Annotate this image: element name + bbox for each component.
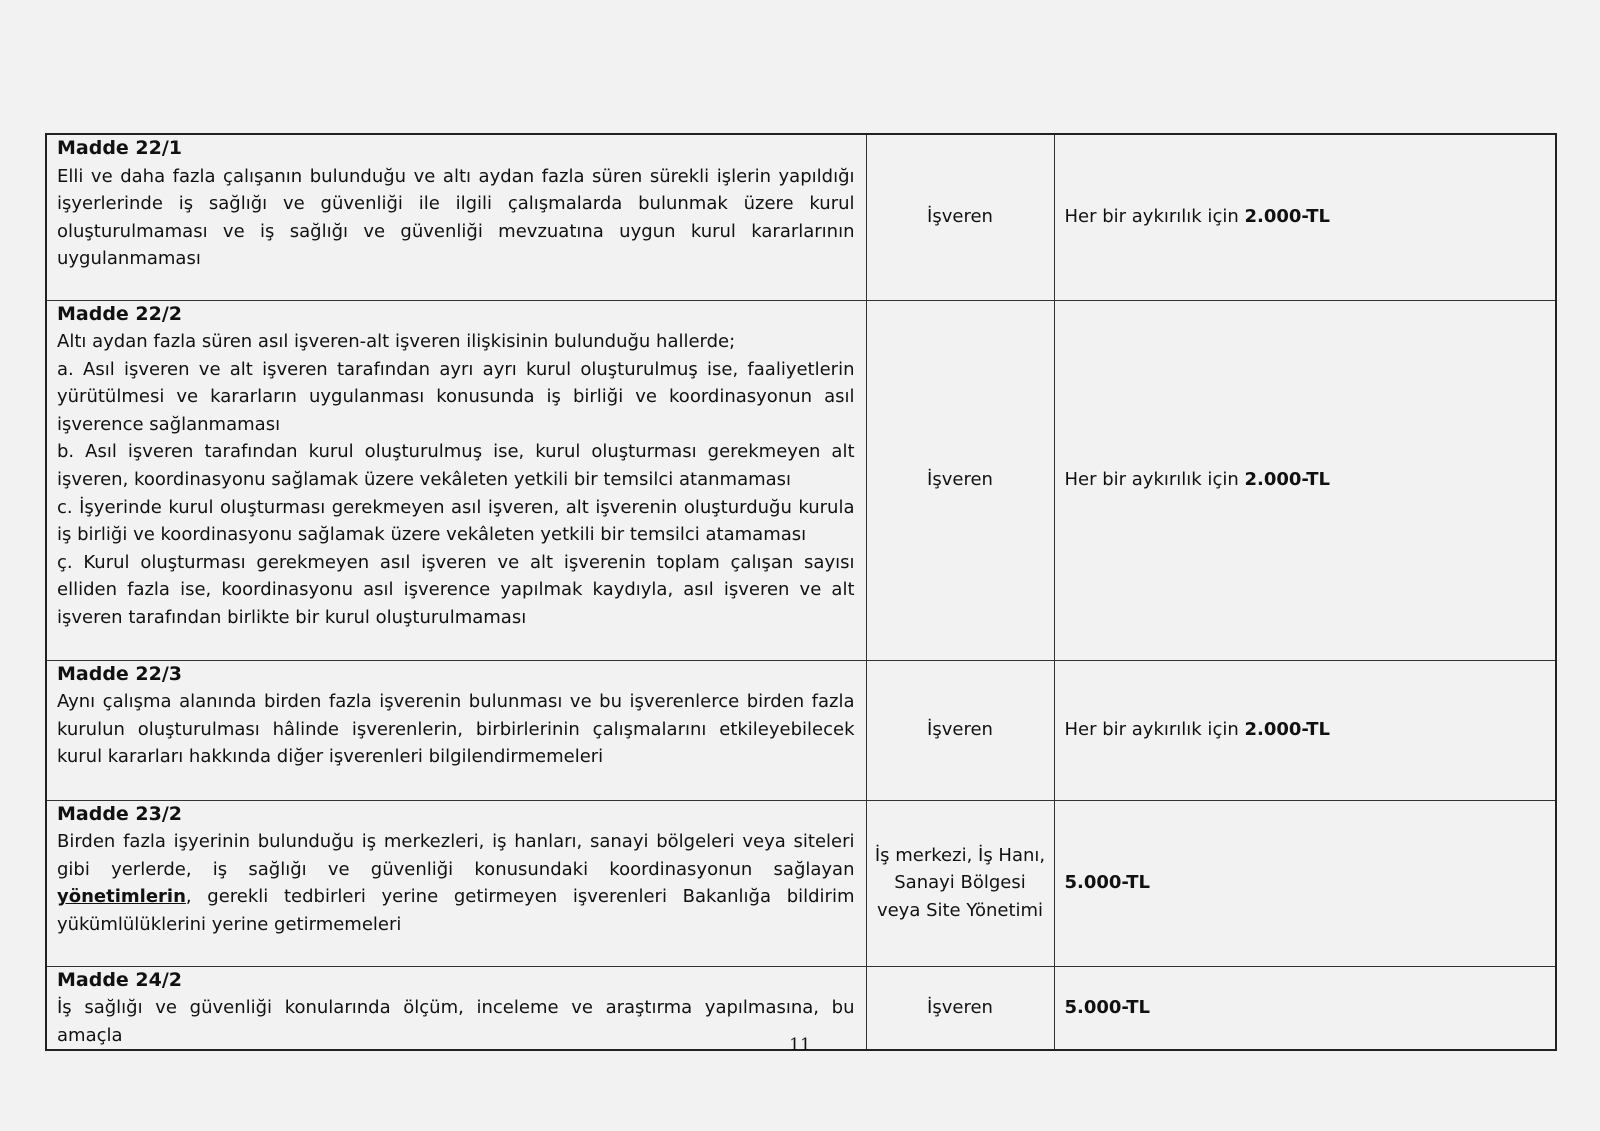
penalty-amount: 2.000-TL: [1244, 469, 1330, 491]
penalty-cell: [1054, 134, 1556, 300]
penalty-amount: 5.000-TL: [1064, 872, 1151, 894]
responsible-party: İşveren: [866, 966, 1054, 1050]
penalty-amount: 5.000-TL: [1064, 997, 1151, 1019]
article-text-emphasis: yönetimlerin: [57, 886, 186, 908]
table-row: [46, 134, 1556, 300]
penalty-amount: 2.000-TL: [1244, 206, 1330, 228]
article-cell: [46, 134, 866, 300]
article-cell: [46, 660, 866, 800]
penalty-cell: [1054, 660, 1556, 800]
penalty-amount: 2.000-TL: [1244, 719, 1330, 741]
article-text: Aynı çalışma alanında birden fazla işverenin bulunması ve bu işverenlerce birden fazla kurulun oluşturulması hâlinde işverenlerin, birbirlerinin çalışmalarını etkileyebilecek kurul kararları hakkında diğer işverenleri bilgilendirmemeleri: [57, 691, 855, 768]
penalty-cell: [1054, 300, 1556, 660]
article-clause-b: b. Asıl işveren tarafından kurul oluşturulmuş ise, kurul oluşturması gerekmeyen alt işveren, koordinasyonu sağlamak üzere vekâleten yetkili bir temsilci atanmaması: [57, 441, 855, 491]
article-number: Madde 22/2: [57, 302, 183, 325]
penalty-prefix: Her bir aykırılık için: [1064, 206, 1245, 228]
penalty-cell: [1054, 800, 1556, 966]
table-row: [46, 660, 1556, 800]
penalty-prefix: Her bir aykırılık için: [1064, 469, 1245, 491]
article-clause-a: a. Asıl işveren ve alt işveren tarafından ayrı ayrı kurul oluşturulmuş ise, faaliyetlerin yürütülmesi ve kararların uygulanması konusunda iş birliği ve koordinasyonun asıl işverence sağlanmaması: [57, 358, 855, 435]
article-text: Altı aydan fazla süren asıl işveren-alt işveren ilişkisinin bulunduğu hallerde;: [57, 331, 736, 353]
article-text: İş sağlığı ve güvenliği konularında ölçüm, inceleme ve araştırma yapılmasına, bu amaçla: [57, 997, 855, 1046]
table-row: [46, 300, 1556, 660]
penalty-table: [45, 133, 1557, 1051]
article-number: Madde 22/1: [57, 137, 183, 159]
article-clause-c: c. İşyerinde kurul oluşturması gerekmeyen asıl işveren, alt işverenin oluşturduğu kurula iş birliği ve koordinasyonu sağlamak üzere vekâleten yetkili bir temsilci atamaması: [57, 496, 855, 546]
article-text-after: , gerekli tedbirleri yerine getirmeyen işverenleri Bakanlığa bildirim yükümlülüklerini yerine getirmemeleri: [57, 886, 855, 935]
responsible-party: İş merkezi, İş Hanı, Sanayi Bölgesi veya Site Yönetimi: [866, 800, 1054, 966]
responsible-party: İşveren: [866, 300, 1054, 660]
article-text: [57, 828, 855, 938]
page-number: 11: [789, 1035, 811, 1055]
article-cell: [46, 300, 866, 660]
responsible-party: İşveren: [866, 134, 1054, 300]
table-row: [46, 800, 1556, 966]
article-clause-cc: ç. Kurul oluşturması gerekmeyen asıl işveren ve alt işverenin toplam çalışan sayısı elliden fazla ise, koordinasyonu asıl işverence yapılmak kaydıyla, asıl işveren ve alt işveren tarafından birlikte bir kurul oluşturulmaması: [57, 551, 855, 629]
article-cell: [46, 800, 866, 966]
article-text: Elli ve daha fazla çalışanın bulunduğu ve altı aydan fazla süren sürekli işlerin yapıldığı işyerlerinde iş sağlığı ve güvenliği ile ilgili çalışmalarda bulunmak üzere kurul oluşturulmaması ve iş sağlığı ve güvenliği mevzuatına uygun kurul kararlarının uygulanmaması: [57, 165, 855, 270]
article-number: Madde 23/2: [57, 802, 183, 825]
article-number: Madde 22/3: [57, 662, 183, 685]
penalty-prefix: Her bir aykırılık için: [1064, 719, 1245, 741]
article-text-before: Birden fazla işyerinin bulunduğu iş merkezleri, iş hanları, sanayi bölgeleri veya siteleri gibi yerlerde, iş sağlığı ve güvenliği konusundaki koordinasyonun sağlayan: [57, 831, 855, 880]
article-number: Madde 24/2: [57, 968, 183, 991]
responsible-party: İşveren: [866, 660, 1054, 800]
